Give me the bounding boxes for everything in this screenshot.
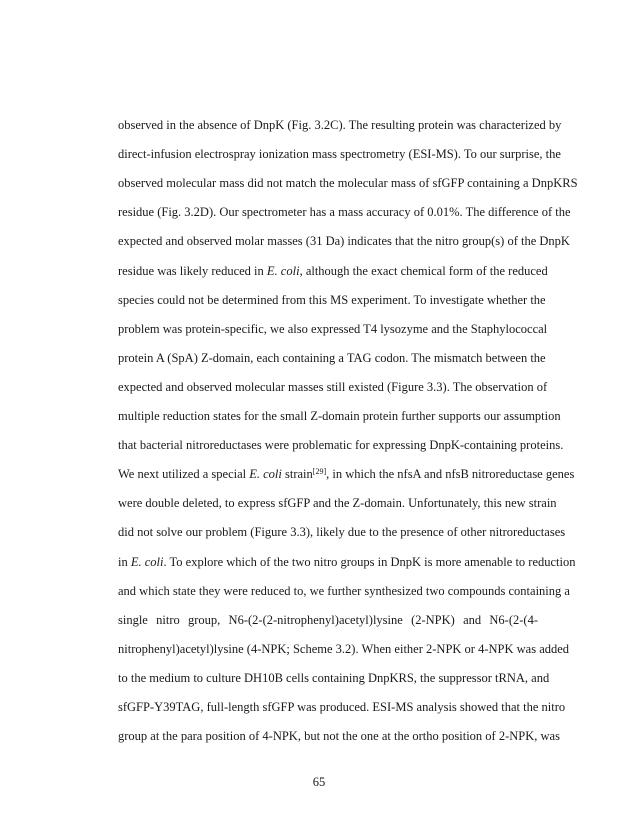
text-line: nitrophenyl)acetyl)lysine (4-NPK; Scheme 3.2). When either 2-NPK or 4-NPK was added bbox=[118, 641, 570, 656]
text-line: expected and observed molecular masses still existed (Figure 3.3). The observation of bbox=[118, 379, 548, 394]
text-line: species could not be determined from this MS experiment. To investigate whether the bbox=[118, 292, 546, 307]
text-run: strain bbox=[281, 467, 313, 482]
text-run: We next utilized a special bbox=[118, 467, 250, 482]
text-line: observed molecular mass did not match the molecular mass of sfGFP containing a DnpKRS bbox=[118, 176, 578, 191]
text-line: were double deleted, to express sfGFP and the Z-domain. Unfortunately, this new strain bbox=[118, 496, 557, 511]
text-line bbox=[118, 466, 575, 482]
text-line: expected and observed molar masses (31 Da) indicates that the nitro group(s) of the DnpK bbox=[118, 234, 570, 249]
text-line: observed in the absence of DnpK (Fig. 3.2C). The resulting protein was characterized by bbox=[118, 118, 562, 132]
text-run: residue was likely reduced in bbox=[118, 263, 267, 278]
text-line: protein A (SpA) Z-domain, each containing a TAG codon. The mismatch between the bbox=[118, 350, 546, 365]
text-line: sfGFP-Y39TAG, full-length sfGFP was produced. ESI-MS analysis showed that the nitro bbox=[118, 700, 566, 714]
citation-reference: [29] bbox=[312, 467, 327, 477]
italic-species-name: E. coli bbox=[266, 263, 300, 278]
text-line bbox=[118, 263, 548, 279]
text-line: group at the para position of 4-NPK, but not the one at the ortho position of 2-NPK, was bbox=[118, 729, 560, 744]
text-line: single nitro group, N6-(2-(2-nitrophenyl)acetyl)lysine (2-NPK) and N6-(2-(4- bbox=[118, 612, 538, 627]
text-run: , although the exact chemical form of the reduced bbox=[299, 263, 548, 278]
text-run: , in which the nfsA and nfsB nitroreductase genes bbox=[326, 467, 575, 482]
text-line: direct-infusion electrospray ionization mass spectrometry (ESI-MS). To our surprise, the bbox=[118, 147, 561, 162]
text-run: in bbox=[118, 554, 131, 569]
text-line: to the medium to culture DH10B cells containing DnpKRS, the suppressor tRNA, and bbox=[118, 670, 550, 685]
text-line: multiple reduction states for the small Z-domain protein further supports our assumption bbox=[118, 409, 561, 423]
italic-species-name: E. coli bbox=[249, 467, 282, 482]
text-line: problem was protein-specific, we also expressed T4 lysozyme and the Staphylococcal bbox=[118, 321, 548, 336]
text-line bbox=[118, 554, 576, 570]
italic-species-name: E. coli bbox=[130, 554, 164, 569]
text-line: residue (Fig. 3.2D). Our spectrometer has a mass accuracy of 0.01%. The difference of the bbox=[118, 205, 571, 220]
text-run: . To explore which of the two nitro groups in DnpK is more amenable to reduction bbox=[163, 554, 576, 569]
text-line: and which state they were reduced to, we further synthesized two compounds containing a bbox=[118, 583, 570, 598]
text-line: that bacterial nitroreductases were problematic for expressing DnpK-containing proteins. bbox=[118, 438, 564, 453]
page-number: 65 bbox=[312, 775, 326, 789]
text-line: did not solve our problem (Figure 3.3), likely due to the presence of other nitroreductases bbox=[118, 525, 566, 540]
